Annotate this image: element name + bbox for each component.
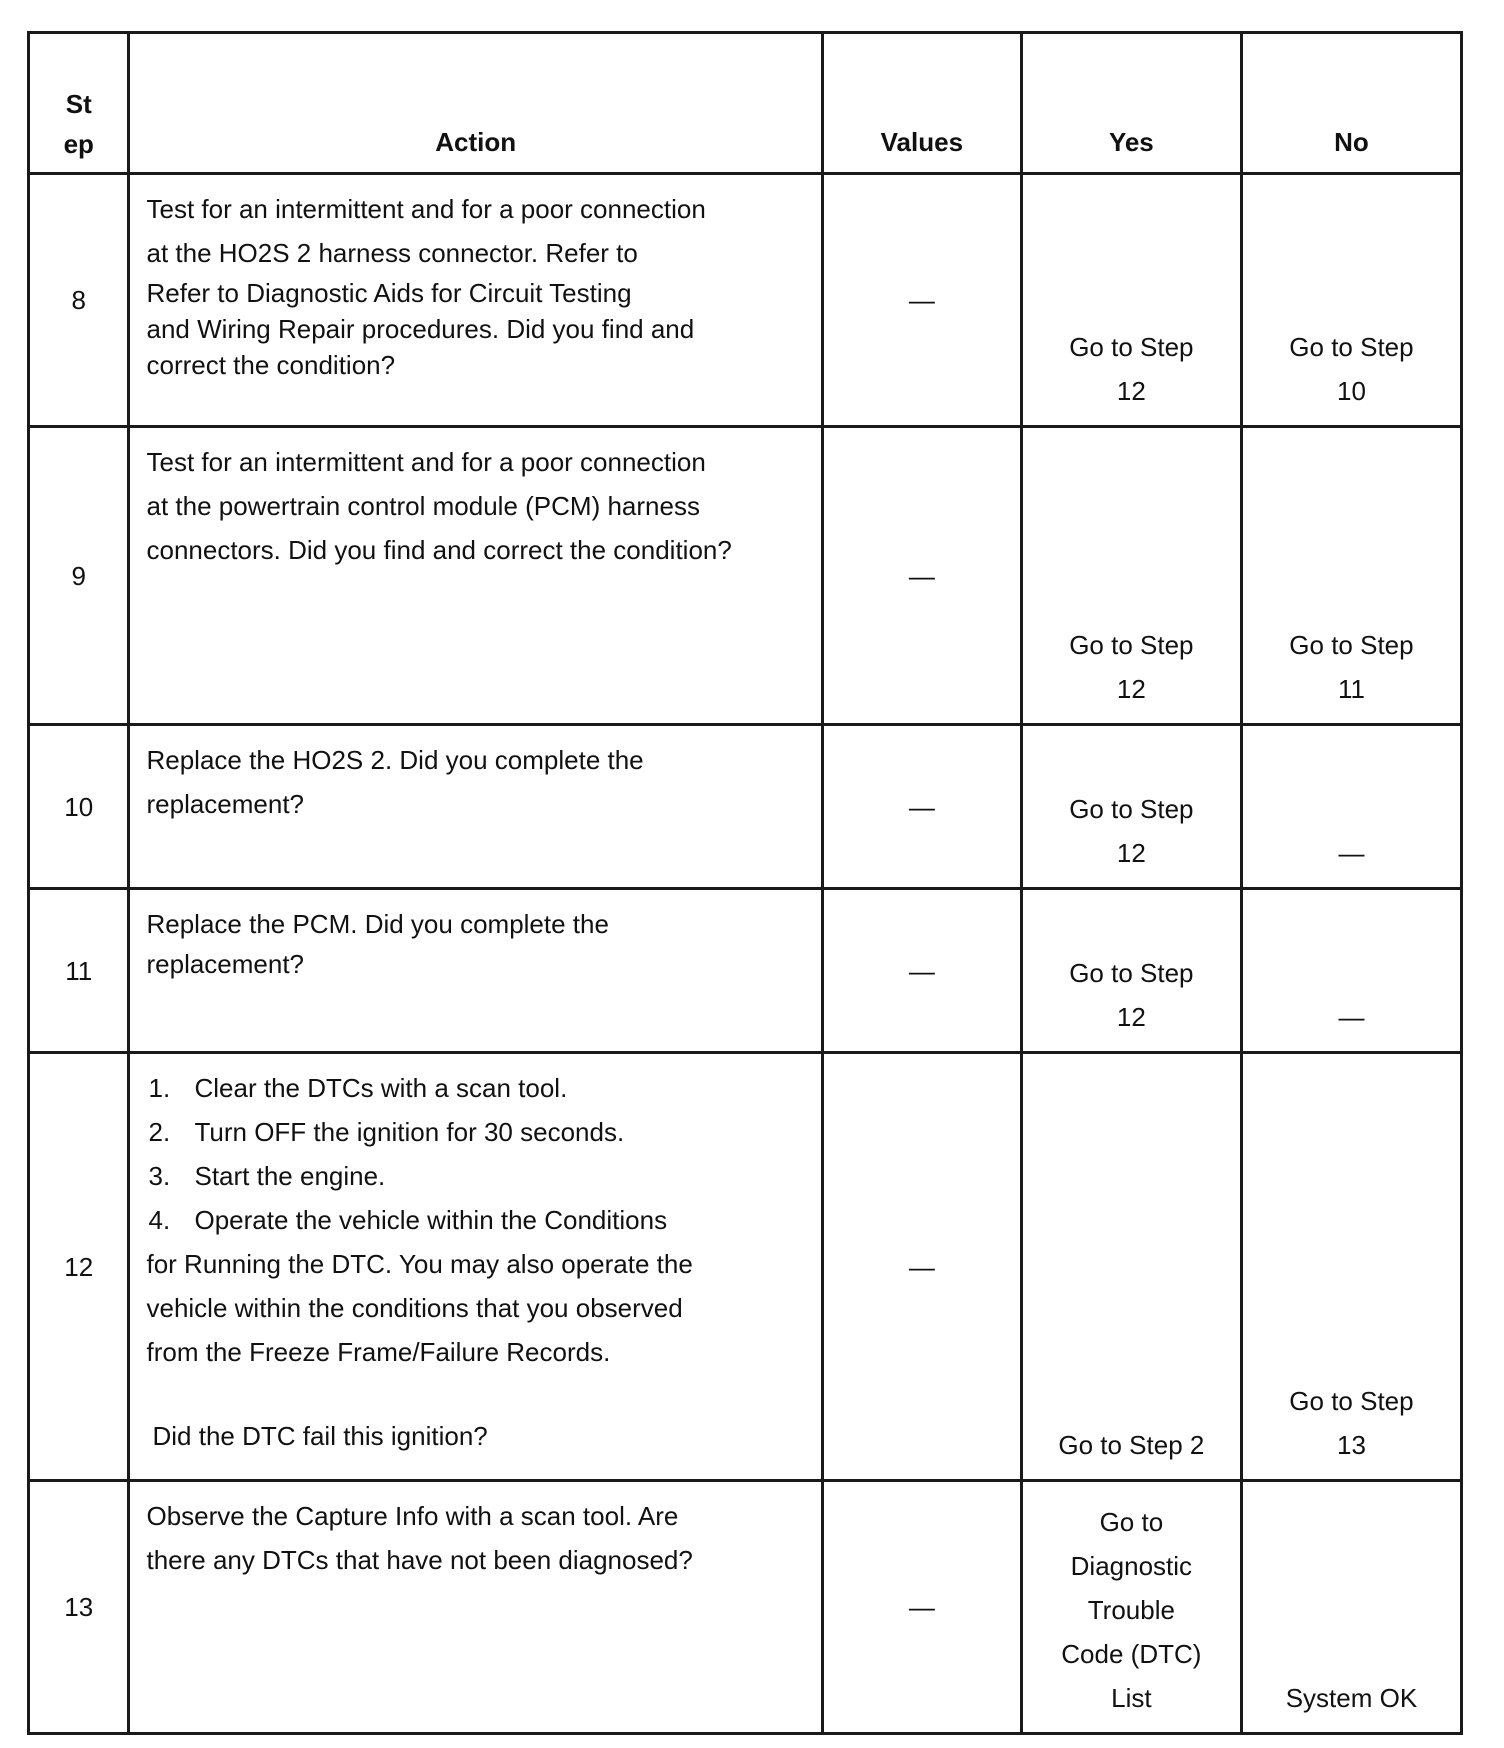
table-row [29, 889, 1462, 1053]
spacer [146, 1374, 810, 1414]
yes-line: Go to [1099, 1507, 1164, 1537]
yes-line: Go to Step [1069, 332, 1194, 362]
values-cell: — [822, 889, 1021, 1053]
action-line: there any DTCs that have not been diagnosed? [146, 1545, 693, 1575]
yes-line: 12 [1116, 376, 1146, 406]
no-line: Go to Step [1289, 630, 1414, 660]
action-cell [129, 1481, 822, 1734]
action-list-item [146, 1066, 810, 1110]
no-line: — [1338, 1002, 1365, 1032]
values-cell: — [822, 174, 1021, 427]
list-text: Operate the vehicle within the Conditions [194, 1205, 668, 1235]
yes-line: Go to Step [1069, 794, 1194, 824]
action-line: and Wiring Repair procedures. Did you find and [146, 314, 695, 344]
diagnostic-table [27, 31, 1463, 1735]
yes-line: Diagnostic [1070, 1551, 1193, 1581]
list-number: 2. [148, 1117, 171, 1147]
yes-line: 12 [1116, 838, 1146, 868]
list-number: 4. [148, 1205, 171, 1235]
action-line: from the Freeze Frame/Failure Records. [146, 1337, 611, 1367]
table-row [29, 1053, 1462, 1481]
header-step-line: St [65, 89, 92, 119]
yes-cell [1021, 1053, 1241, 1481]
table-row [29, 427, 1462, 725]
action-cell [129, 174, 822, 427]
no-line: Go to Step [1289, 332, 1414, 362]
table-row [29, 1481, 1462, 1734]
list-number: 3. [148, 1161, 171, 1191]
action-line: replacement? [146, 949, 305, 979]
yes-line: 12 [1116, 1002, 1146, 1032]
yes-cell [1021, 889, 1241, 1053]
no-cell [1241, 427, 1461, 725]
action-line: vehicle within the conditions that you observed [146, 1293, 683, 1323]
header-step [29, 33, 129, 174]
action-list-item [146, 1198, 810, 1242]
action-cell [129, 427, 822, 725]
step-number: 9 [29, 427, 129, 725]
values-cell: — [822, 1053, 1021, 1481]
values-cell: — [822, 1481, 1021, 1734]
action-line: replacement? [146, 789, 305, 819]
no-line: 10 [1336, 376, 1366, 406]
list-text: Turn OFF the ignition for 30 seconds. [194, 1117, 625, 1147]
action-cell [129, 889, 822, 1053]
no-cell [1241, 1481, 1461, 1734]
action-cell [129, 725, 822, 889]
step-number: 8 [29, 174, 129, 427]
step-number: 12 [29, 1053, 129, 1481]
yes-line: Go to Step [1069, 630, 1194, 660]
action-line: Replace the PCM. Did you complete the [146, 909, 609, 939]
action-cell [129, 1053, 822, 1481]
yes-line: List [1111, 1683, 1152, 1713]
action-line: connectors. Did you find and correct the condition? [146, 535, 732, 565]
action-line: Replace the HO2S 2. Did you complete the [146, 745, 644, 775]
yes-line: 12 [1116, 674, 1146, 704]
header-row [29, 33, 1462, 174]
action-list-item [146, 1154, 810, 1198]
list-number: 1. [148, 1073, 171, 1103]
no-cell [1241, 174, 1461, 427]
no-line: 13 [1336, 1430, 1366, 1460]
table-row [29, 174, 1462, 427]
no-cell [1241, 725, 1461, 889]
header-values: Values [822, 33, 1021, 174]
step-number: 13 [29, 1481, 129, 1734]
header-no: No [1241, 33, 1461, 174]
action-list-item [146, 1110, 810, 1154]
yes-cell [1021, 1481, 1241, 1734]
table-row [29, 725, 1462, 889]
action-line: Test for an intermittent and for a poor connection [146, 447, 706, 477]
action-line: for Running the DTC. You may also operate the [146, 1249, 693, 1279]
yes-line: Go to Step 2 [1058, 1430, 1205, 1460]
no-cell [1241, 889, 1461, 1053]
action-line: correct the condition? [146, 350, 396, 380]
no-line: 11 [1337, 674, 1365, 704]
action-line: at the powertrain control module (PCM) harness [146, 491, 700, 521]
no-line: Go to Step [1289, 1386, 1414, 1416]
values-cell: — [822, 427, 1021, 725]
values-cell: — [822, 725, 1021, 889]
list-text: Start the engine. [194, 1161, 386, 1191]
yes-cell [1021, 174, 1241, 427]
action-line: Refer to Diagnostic Aids for Circuit Testing [146, 278, 632, 308]
action-line: at the HO2S 2 harness connector. Refer to [146, 238, 638, 268]
step-number: 10 [29, 725, 129, 889]
action-line: Observe the Capture Info with a scan tool. Are [146, 1501, 679, 1531]
no-cell [1241, 1053, 1461, 1481]
action-question: Did the DTC fail this ignition? [152, 1421, 488, 1451]
yes-line: Code (DTC) [1061, 1639, 1202, 1669]
header-action: Action [129, 33, 822, 174]
yes-line: Trouble [1087, 1595, 1175, 1625]
yes-cell [1021, 427, 1241, 725]
no-line: System OK [1285, 1683, 1418, 1713]
list-text: Clear the DTCs with a scan tool. [194, 1073, 568, 1103]
step-number: 11 [29, 889, 129, 1053]
no-line: — [1338, 838, 1365, 868]
yes-line: Go to Step [1069, 958, 1194, 988]
action-line: Test for an intermittent and for a poor connection [146, 194, 706, 224]
header-step-line: ep [63, 129, 94, 159]
header-yes: Yes [1021, 33, 1241, 174]
yes-cell [1021, 725, 1241, 889]
